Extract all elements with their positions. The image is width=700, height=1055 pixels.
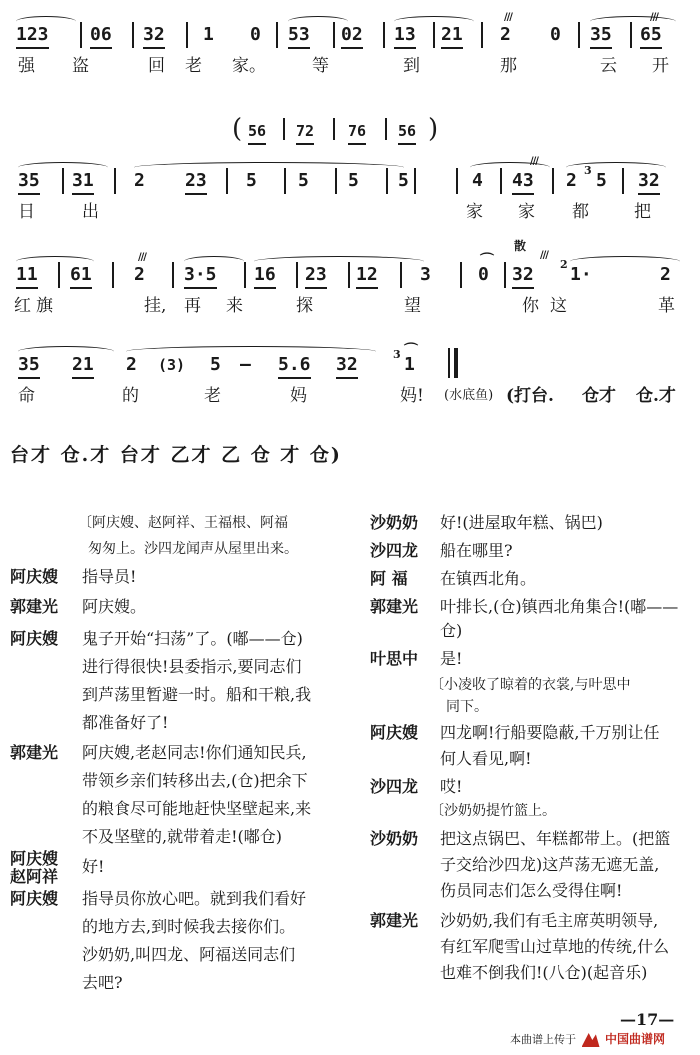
percussion-cue: (打台. — [506, 386, 554, 406]
dialogue-line: 有红军爬雪山过草地的传统,什么 — [440, 937, 670, 956]
dialogue-line: 是! — [440, 649, 463, 668]
dialogue-line: 四龙啊!行船要隐蔽,千万别让任 — [440, 723, 660, 742]
barline — [552, 168, 554, 194]
dialogue-line: 阿庆嫂,老赵同志!你们通知民兵, — [82, 743, 307, 762]
speaker: 沙奶奶 — [370, 513, 419, 532]
speaker: 赵阿祥 — [10, 867, 59, 886]
speaker: 叶思中 — [370, 649, 419, 668]
barline — [284, 168, 286, 194]
barline — [348, 262, 350, 288]
dialogue-line: 的地方去,到时候我去接你们。 — [82, 917, 296, 936]
dialogue-line: 也难不倒我们!(八仓)(起音乐) — [440, 963, 648, 982]
stage-direction: 〔阿庆嫂、赵阿祥、王福根、阿福 — [78, 515, 288, 531]
barline — [112, 262, 114, 288]
speaker: 沙四龙 — [370, 541, 419, 560]
dialogue-line: 到芦荡里暂避一时。船和干粮,我 — [82, 685, 312, 704]
barline — [400, 262, 402, 288]
lyric: 红 — [14, 296, 31, 316]
barline — [386, 168, 388, 194]
lyrics-row-4 — [0, 384, 700, 408]
note-group: 3 — [420, 264, 431, 285]
dialogue-line: 指导员你放心吧。就到我们看好 — [82, 889, 307, 908]
dialogue-line: 指导员! — [82, 567, 137, 586]
note-group: 2 — [126, 354, 137, 375]
speaker: 阿庆嫂 — [10, 849, 59, 868]
note-group: 2 — [134, 170, 145, 191]
lyric: 日 — [18, 202, 35, 222]
note-group: 5 — [596, 170, 607, 191]
lyric: 妈! — [400, 386, 424, 406]
speaker: 阿庆嫂 — [10, 629, 59, 648]
stage-direction: 匆匆上。沙四龙闻声从屋里出来。 — [88, 541, 298, 557]
note-group: 5 — [246, 170, 257, 191]
lyric: 老 — [185, 56, 202, 76]
note-group: 35 — [18, 168, 40, 194]
note-group: 2 — [566, 170, 577, 191]
aside-label: (水底鱼) — [444, 388, 494, 403]
lyric: 你 — [522, 296, 539, 316]
note-group: 56 — [248, 118, 266, 144]
slur — [254, 256, 424, 267]
barline — [276, 22, 278, 48]
lyric: 命 — [18, 386, 35, 406]
stage-direction: 〔小凌收了晾着的衣裳,与叶思中 — [430, 677, 631, 693]
percussion-line: 台才 仓.才 台才 乙才 乙 仓 才 仓) — [10, 444, 342, 466]
dialogue-line: 进行得很快!县委指示,要同志们 — [82, 657, 302, 676]
interlude-notes: ( 56 72 76 56 ) — [232, 114, 439, 144]
ornament-mark: /// — [530, 156, 538, 167]
lyric: 旗 — [36, 296, 53, 316]
grace-note: 3 — [393, 348, 400, 361]
dialogue-line: 鬼子开始“扫荡”了。(嘟——仓) — [82, 629, 303, 648]
dialogue-line: 把这点锅巴、年糕都带上。(把篮 — [440, 829, 671, 848]
dialogue-line: 沙奶奶,叫四龙、阿福送同志们 — [82, 945, 296, 964]
note-group: 32 — [512, 262, 534, 288]
dialogue-line: 阿庆嫂。 — [82, 597, 147, 616]
lyric: 革 — [658, 296, 675, 316]
note-group: 5 — [298, 170, 309, 191]
footer-prefix: 本曲谱上传于 — [510, 1033, 576, 1046]
dialogue-line: 好!(进屋取年糕、锅巴) — [440, 513, 603, 532]
speaker: 郭建光 — [370, 911, 419, 930]
barline — [433, 22, 435, 48]
barline — [578, 22, 580, 48]
lyric: 这 — [550, 296, 567, 316]
note-group: 35 — [590, 22, 612, 48]
note-group: 0 — [550, 24, 561, 45]
ornament-mark: /// — [650, 12, 658, 23]
barline — [80, 22, 82, 48]
grace-note: 2 — [560, 258, 567, 271]
note-group: 5.6 — [278, 352, 311, 378]
speaker: 阿 福 — [370, 569, 408, 588]
dialogue-line: 在镇西北角。 — [440, 569, 537, 588]
note-group: (3) — [158, 356, 186, 374]
lyric: 回 — [148, 56, 165, 76]
dialogue-line: 伤员同志们怎么受得住啊! — [440, 881, 623, 900]
percussion-cue: 仓.才 — [636, 386, 676, 406]
note-group: 53 — [288, 22, 310, 48]
barline — [283, 118, 285, 140]
lyric: 云 — [600, 56, 617, 76]
dialogue-line: 好! — [82, 857, 105, 876]
note-group: 4 — [472, 170, 483, 191]
fermata: ⌒ — [404, 343, 417, 359]
barline — [114, 168, 116, 194]
note-group: 1 — [203, 24, 214, 45]
lyric: 开 — [652, 56, 669, 76]
note-group: 2 — [134, 264, 145, 285]
lyric: 那 — [500, 56, 517, 76]
note-group: 1· — [570, 264, 592, 285]
note-group: 02 — [341, 22, 363, 48]
ornament-mark: /// — [504, 12, 512, 23]
barline — [622, 168, 624, 194]
dialogue-line: 沙奶奶,我们有毛主席英明领导, — [440, 911, 659, 930]
notes-row-1 — [0, 12, 700, 52]
barline — [132, 22, 134, 48]
note-group: 31 — [72, 168, 94, 194]
note-group: 2 — [500, 24, 511, 45]
lyrics-row-2 — [0, 200, 700, 224]
barline — [333, 22, 335, 48]
notes-row-3 — [0, 239, 700, 292]
barline — [186, 22, 188, 48]
barline — [244, 262, 246, 288]
speaker: 阿庆嫂 — [370, 723, 419, 742]
barline — [383, 22, 385, 48]
barline — [481, 22, 483, 48]
note-group: 13 — [394, 22, 416, 48]
barline — [62, 168, 64, 194]
note-group: 3·5 — [184, 262, 217, 288]
note-group: 1 — [404, 354, 415, 375]
barline — [414, 168, 416, 194]
lyric: 家 — [518, 202, 535, 222]
lyric: 到 — [403, 56, 420, 76]
note-group: 72 — [296, 118, 314, 144]
footer-site-link[interactable]: 中国曲谱网 — [605, 1032, 666, 1046]
dialogue-line: 船在哪里? — [440, 541, 513, 560]
note-group: 5 — [398, 170, 409, 191]
barline — [504, 262, 506, 288]
note-group: 76 — [348, 118, 366, 144]
barline — [630, 22, 632, 48]
dialogue-line: 去吧? — [82, 973, 123, 992]
lyric: 的 — [122, 386, 139, 406]
footer — [510, 1030, 665, 1047]
note-group: 23 — [185, 168, 207, 194]
barline — [460, 262, 462, 288]
dialogue-line: 叶排长,(仓)镇西北角集合!(嘟—— — [440, 597, 679, 616]
percussion-cue: 仓才 — [582, 386, 616, 406]
note-group: 35 — [18, 352, 40, 378]
slur — [134, 162, 404, 173]
dialogue-line: 何人看见,啊! — [440, 749, 532, 768]
lyrics-row-1 — [0, 54, 700, 78]
barline — [335, 168, 337, 194]
dialogue-line: 带领乡亲们转移出去,(仓)把余下 — [82, 771, 308, 790]
lyric: 挂, — [144, 296, 167, 316]
dialogue-line: 仓) — [440, 621, 463, 640]
ornament-mark: /// — [540, 250, 548, 261]
lyric: 都 — [572, 202, 589, 222]
note-group: 2 — [660, 264, 671, 285]
lyric: 等 — [312, 56, 329, 76]
note-group: 5 — [210, 354, 221, 375]
lyrics-row-3 — [0, 294, 700, 318]
page-number: —17— — [620, 1010, 675, 1029]
note-group: 06 — [90, 22, 112, 48]
barline — [500, 168, 502, 194]
fermata: ⌒ — [480, 253, 493, 269]
dialogue-line: 子交给沙四龙)这芦荡无遮无盖, — [440, 855, 660, 874]
lyric: 出 — [82, 202, 99, 222]
barline — [456, 168, 458, 194]
notes-row-4 — [0, 343, 700, 382]
note-group: 0 — [478, 264, 489, 285]
barline — [385, 118, 387, 140]
lyric: 家 — [466, 202, 483, 222]
note-group: 61 — [70, 262, 92, 288]
barline — [58, 262, 60, 288]
ornament-mark: /// — [138, 252, 146, 263]
note-group: 11 — [16, 262, 38, 288]
final-barline — [448, 348, 458, 378]
barline — [333, 118, 335, 140]
notes-row-2 — [0, 156, 700, 198]
lyric: 家。 — [232, 56, 266, 76]
note-group: 65 — [640, 22, 662, 48]
barline — [172, 262, 174, 288]
dialogue-line: 不及坚壁的,就带着走!(嘟仓) — [82, 827, 283, 846]
lyric: 把 — [634, 202, 651, 222]
tempo-mark: 散 — [514, 239, 527, 253]
lyric: 盗 — [72, 56, 89, 76]
note-group: 23 — [305, 262, 327, 288]
lyric: 妈 — [290, 386, 307, 406]
lyric: 望 — [404, 296, 421, 316]
lyric: 探 — [296, 296, 313, 316]
dialogue-line: 哎! — [440, 777, 463, 796]
note-group: 123 — [16, 22, 49, 48]
speaker: 郭建光 — [10, 597, 59, 616]
note-group: 16 — [254, 262, 276, 288]
barline — [296, 262, 298, 288]
lyric: 来 — [226, 296, 243, 316]
note-group: 32 — [143, 22, 165, 48]
lyric: 强 — [18, 56, 35, 76]
speaker: 郭建光 — [10, 743, 59, 762]
note-group: 12 — [356, 262, 378, 288]
speaker: 郭建光 — [370, 597, 419, 616]
speaker: 阿庆嫂 — [10, 567, 59, 586]
speaker: 沙奶奶 — [370, 829, 419, 848]
site-logo-icon — [582, 1033, 600, 1047]
grace-note: 3 — [584, 164, 591, 177]
note-group: – — [240, 354, 251, 375]
note-group: 21 — [72, 352, 94, 378]
note-group: 32 — [336, 352, 358, 378]
note-group: 56 — [398, 118, 416, 144]
lyric: 老 — [204, 386, 221, 406]
stage-direction: 〔沙奶奶提竹篮上。 — [430, 803, 556, 819]
speaker: 沙四龙 — [370, 777, 419, 796]
note-group: 43 — [512, 168, 534, 194]
note-group: 5 — [348, 170, 359, 191]
speaker: 阿庆嫂 — [10, 889, 59, 908]
dialogue-line: 都准备好了! — [82, 713, 169, 732]
stage-direction: 同下。 — [446, 699, 488, 715]
note-group: 32 — [638, 168, 660, 194]
note-group: 0 — [250, 24, 261, 45]
note-group: 21 — [441, 22, 463, 48]
dialogue-line: 的粮食尽可能地赶快坚壁起来,来 — [82, 799, 312, 818]
lyric: 再 — [184, 296, 201, 316]
barline — [226, 168, 228, 194]
